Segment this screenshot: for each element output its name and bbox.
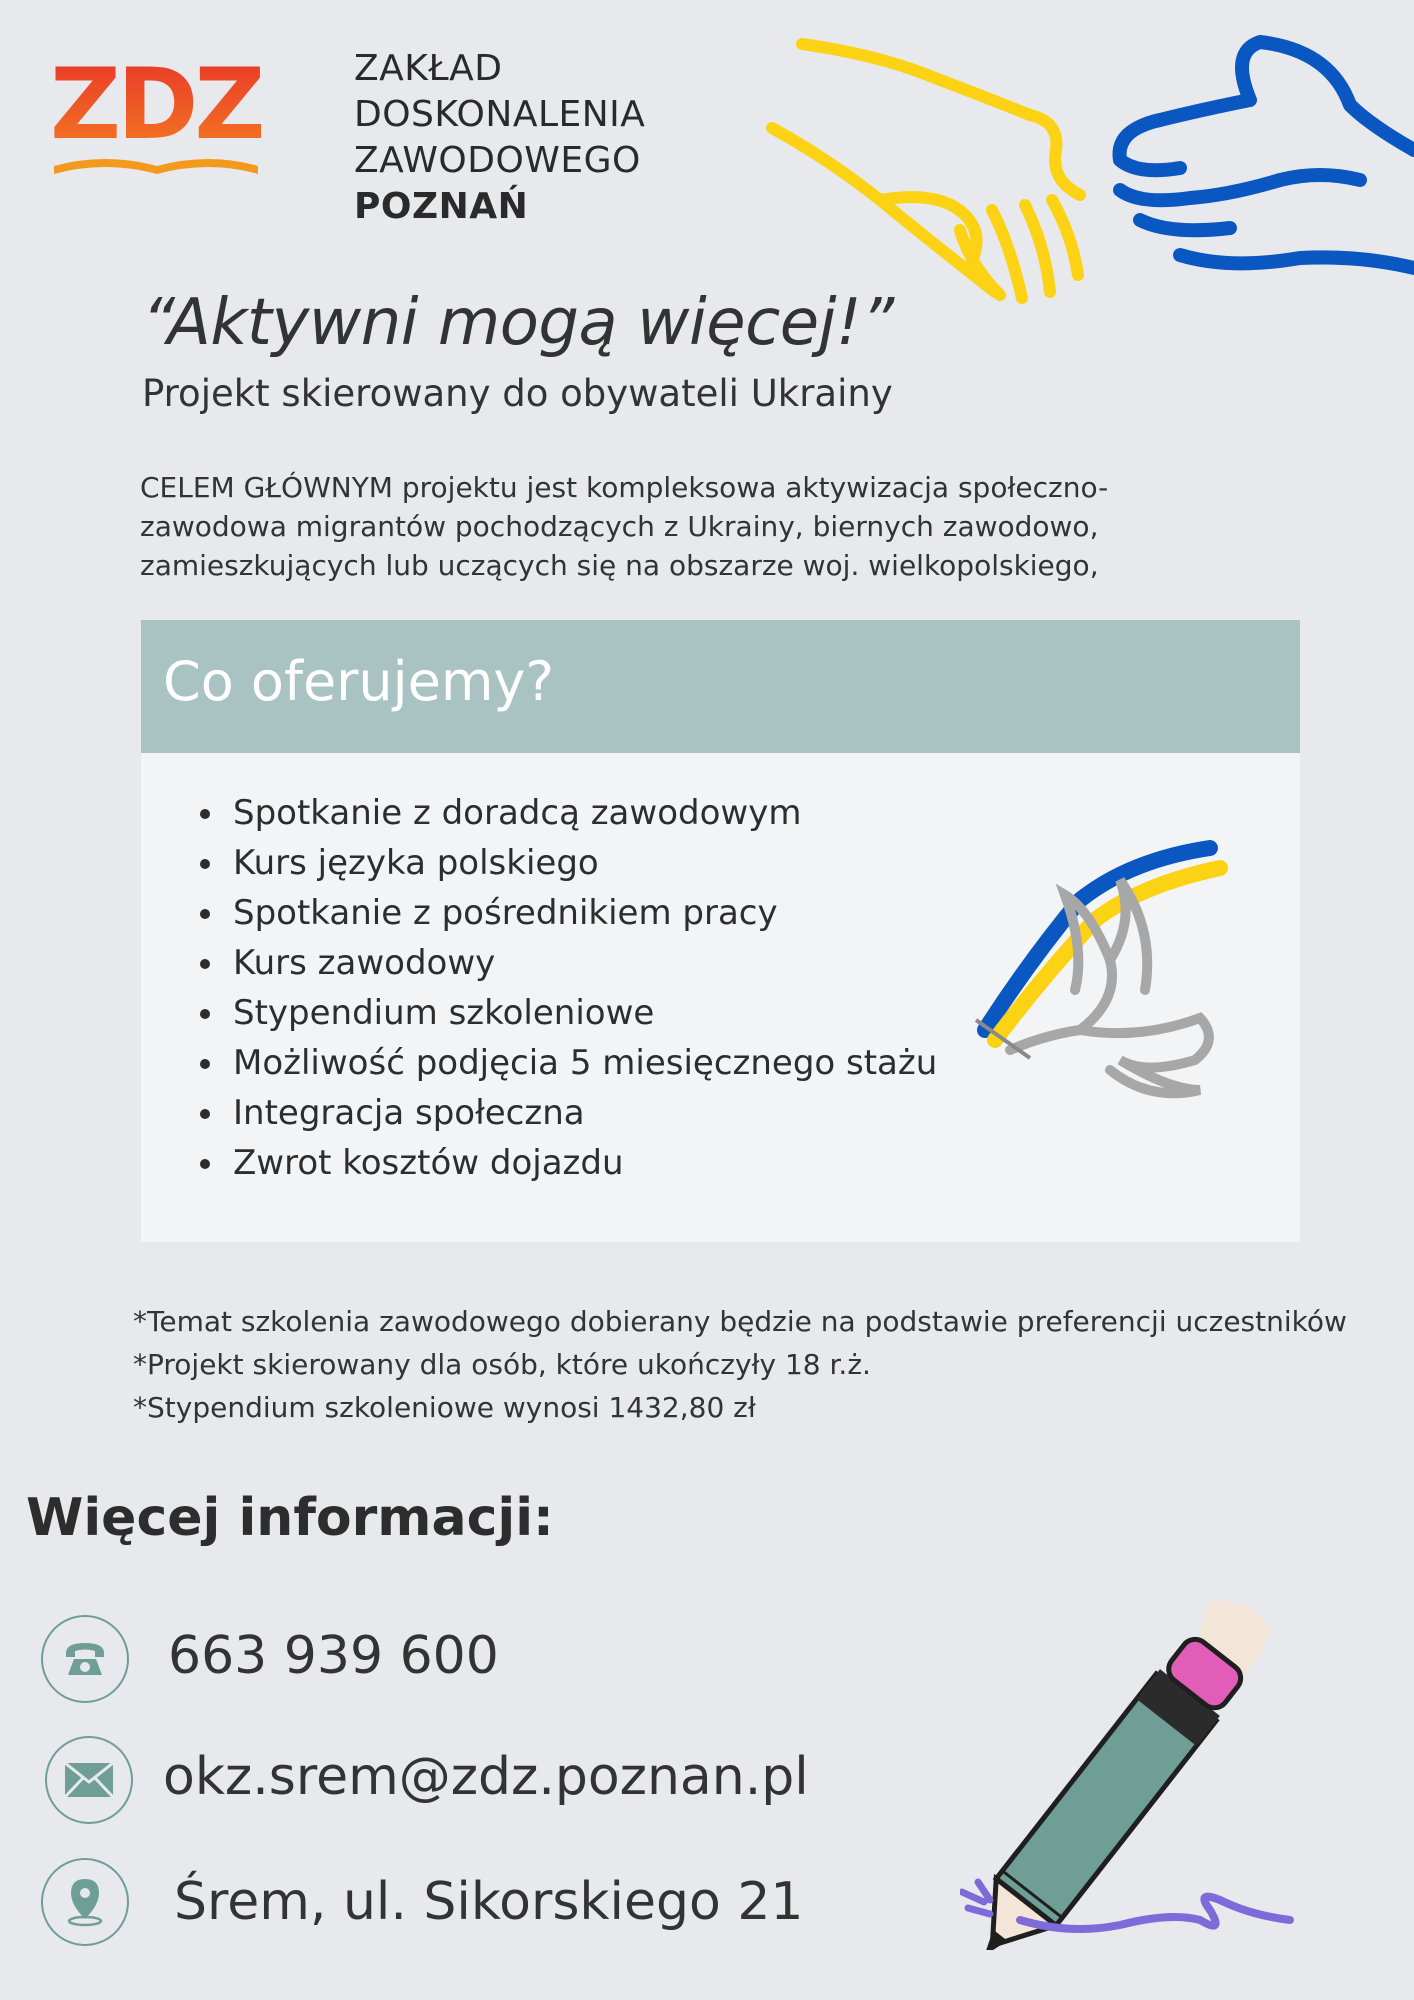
page-title: “Aktywni mogą więcej!” (142, 286, 894, 360)
org-line: ZAKŁAD (354, 48, 503, 89)
logo-text: ZDZ (50, 48, 262, 162)
org-line: ZAWODOWEGO (354, 140, 641, 181)
list-item: • Kurs języka polskiego (227, 838, 937, 888)
offer-header (141, 620, 1300, 753)
list-item: • Stypendium szkoleniowe (227, 988, 937, 1038)
address: Śrem, ul. Sikorskiego 21 (174, 1872, 804, 1932)
list-item: • Spotkanie z pośrednikiem pracy (227, 888, 937, 938)
more-info-heading: Więcej informacji: (26, 1488, 554, 1548)
email-link[interactable]: okz.srem@zdz.poznan.pl (163, 1747, 809, 1807)
phone-number[interactable]: 663 939 600 (168, 1626, 499, 1686)
zdz-logo (50, 48, 264, 188)
phone-icon (41, 1615, 129, 1703)
organization-name (354, 46, 645, 230)
offer-list (183, 788, 937, 1188)
org-line: POZNAŃ (354, 186, 529, 227)
goal-line: CELEM GŁÓWNYM projektu jest kompleksowa aktywizacja społeczno- (140, 471, 1109, 504)
pencil-icon (960, 1590, 1300, 1950)
page-subtitle: Projekt skierowany do obywateli Ukrainy (142, 372, 893, 415)
location-icon (41, 1858, 129, 1946)
list-item: • Integracja społeczna (227, 1088, 937, 1138)
mail-icon (45, 1736, 133, 1824)
footnote: *Stypendium szkoleniowe wynosi 1432,80 zł (133, 1391, 756, 1424)
list-item: • Kurs zawodowy (227, 938, 937, 988)
list-item: • Możliwość podjęcia 5 miesięcznego stażu (227, 1038, 937, 1088)
goal-line: zawodowa migrantów pochodzących z Ukrainy, biernych zawodowo, (140, 510, 1099, 543)
offer-title: Co oferujemy? (163, 650, 555, 713)
hands-icon (760, 30, 1414, 320)
dove-icon (970, 840, 1240, 1110)
org-line: DOSKONALENIA (354, 94, 646, 135)
footnotes (133, 1300, 1347, 1429)
footnote: *Projekt skierowany dla osób, które ukończyły 18 r.ż. (133, 1348, 871, 1381)
footnote: *Temat szkolenia zawodowego dobierany będzie na podstawie preferencji uczestników (133, 1305, 1347, 1338)
list-item: • Spotkanie z doradcą zawodowym (227, 788, 937, 838)
project-goal (140, 468, 1250, 585)
goal-line: zamieszkujących lub uczących się na obszarze woj. wielkopolskiego, (140, 549, 1099, 582)
list-item: • Zwrot kosztów dojazdu (227, 1138, 937, 1188)
